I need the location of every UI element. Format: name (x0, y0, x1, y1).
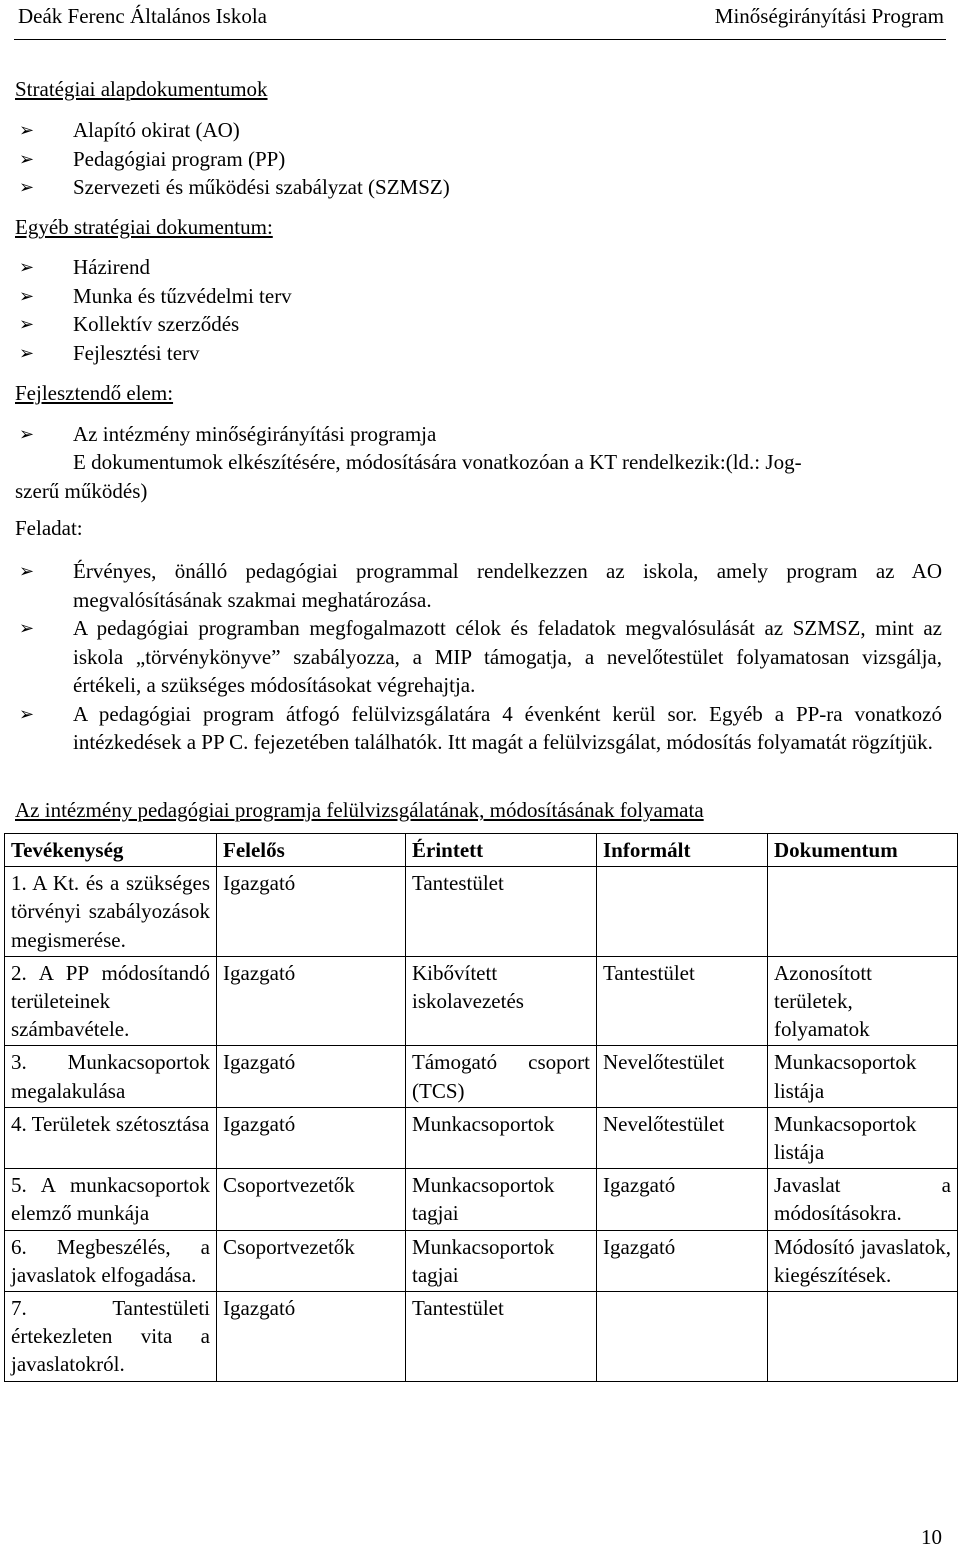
table-cell: Igazgató (217, 956, 406, 1046)
table-cell (597, 867, 768, 957)
arrow-bullet-icon: ➢ (19, 285, 35, 306)
table-cell: Azonosított területek, folyamatok (768, 956, 958, 1046)
section-title-development-element: Fejlesztendő elem: (15, 381, 174, 405)
list-item-text: Házirend (73, 255, 150, 279)
table-cell: 3. Munkacsoportok megalakulása (5, 1046, 217, 1107)
list-item-text: Szervezeti és működési szabályzat (SZMSZ) (73, 175, 450, 199)
column-header-involved: Érintett (406, 834, 597, 867)
paragraph-line: szerű működés) (15, 478, 148, 503)
list-item (15, 173, 942, 202)
list-item (15, 145, 942, 174)
table-cell: Igazgató (217, 867, 406, 957)
table-cell: Igazgató (217, 1107, 406, 1168)
table-cell: Tantestület (406, 867, 597, 957)
table-cell: Nevelőtestület (597, 1046, 768, 1107)
table-cell: Tantestület (406, 1292, 597, 1382)
section-title-task: Feladat: (15, 516, 83, 540)
arrow-bullet-icon: ➢ (19, 148, 35, 169)
table-cell: Igazgató (597, 1169, 768, 1230)
table-cell: 4. Területek szétosztása (5, 1107, 217, 1168)
table-cell: Csoportvezetők (217, 1230, 406, 1291)
table-cell: Nevelőtestület (597, 1107, 768, 1168)
table-cell: Tantestület (597, 956, 768, 1046)
list-item-text: Munka és tűzvédelmi terv (73, 283, 292, 308)
arrow-bullet-icon: ➢ (19, 618, 35, 638)
list-item-text: Fejlesztési terv (73, 340, 200, 365)
column-header-informed: Informált (597, 834, 768, 867)
section-title-process: Az intézmény pedagógiai programja felülvizsgálatának, módosításának folyamata (15, 798, 704, 822)
list-item (15, 339, 942, 368)
table-cell (597, 1292, 768, 1382)
list-item-text: Pedagógiai program (PP) (73, 146, 286, 171)
table-cell: 6. Megbeszélés, a javaslatok elfogadása. (5, 1230, 217, 1291)
arrow-bullet-icon: ➢ (19, 257, 35, 277)
table-cell: Igazgató (217, 1292, 406, 1382)
task-list (15, 557, 942, 757)
list-item-text: Az intézmény minőségirányítási programja (73, 422, 437, 446)
list-item (15, 253, 942, 282)
arrow-bullet-icon: ➢ (19, 314, 35, 334)
column-header-document: Dokumentum (768, 834, 958, 867)
arrow-bullet-icon: ➢ (19, 424, 35, 444)
header-divider (14, 39, 946, 40)
arrow-bullet-icon: ➢ (19, 120, 35, 140)
table-cell: Csoportvezetők (217, 1169, 406, 1230)
table-row (5, 1230, 958, 1291)
paragraph-line: E dokumentumok elkészítésére, módosítására vonatkozóan a KT rendelkezik:(ld.: Jog- (73, 450, 802, 474)
table-row (5, 1107, 958, 1168)
table-cell: Igazgató (597, 1230, 768, 1291)
list-item (15, 420, 942, 449)
table-cell: Módosító javaslatok, kiegészítések. (768, 1230, 958, 1291)
strategic-documents-list (15, 116, 942, 202)
table-cell: 7. Tantestületi értekezleten vita a javaslatokról. (5, 1292, 217, 1382)
table-cell: Javaslat a módosításokra. (768, 1169, 958, 1230)
page-number: 10 (921, 1525, 942, 1549)
header-document-title: Minőségirányítási Program (714, 4, 944, 28)
section-title-other-documents: Egyéb stratégiai dokumentum: (15, 215, 273, 239)
table-row (5, 1046, 958, 1107)
list-item (15, 282, 942, 311)
table-cell: Munkacsoportok tagjai (406, 1169, 597, 1230)
list-item-text: Kollektív szerződés (73, 312, 240, 336)
list-item (15, 614, 942, 700)
table-cell: 1. A Kt. és a szükséges törvényi szabályozások megismerése. (5, 867, 217, 957)
table-cell: Munkacsoportok (406, 1107, 597, 1168)
table-cell: Kibővített iskolavezetés (406, 956, 597, 1046)
table-cell: Munkacsoportok listája (768, 1107, 958, 1168)
list-item (15, 700, 942, 757)
list-item (15, 310, 942, 339)
table-cell (768, 867, 958, 957)
development-element-paragraph (15, 448, 942, 505)
list-item (15, 116, 942, 145)
arrow-bullet-icon: ➢ (19, 561, 35, 581)
table-cell: Munkacsoportok tagjai (406, 1230, 597, 1291)
arrow-bullet-icon: ➢ (19, 177, 35, 197)
list-item (15, 557, 942, 614)
table-row (5, 1292, 958, 1382)
list-item-text: A pedagógiai programban megfogalmazott célok és feladatok megvalósulását az SZMSZ, mint az iskola „törvénykönyve” szabályozza, a MIP támogatja, a nevelőtestület folyamatosan vizsgálja, értékeli, a szükséges módosításokat végrehajtja. (73, 616, 942, 697)
arrow-bullet-icon: ➢ (19, 703, 35, 724)
table-row (5, 867, 958, 957)
table-cell: Munkacsoportok listája (768, 1046, 958, 1107)
table-row (5, 1169, 958, 1230)
header-school-name: Deák Ferenc Általános Iskola (18, 4, 267, 28)
list-item-text: A pedagógiai program átfogó felülvizsgálatára 4 évenként kerül sor. Egyéb a PP-ra vonatkozó intézkedések a PP C. fejezetében találhatók. Itt magát a felülvizsgálat, módosítás folyamatát rögzítjük. (73, 701, 942, 754)
process-table (4, 833, 958, 1382)
column-header-activity: Tevékenység (5, 834, 217, 867)
other-documents-list (15, 253, 942, 367)
table-header-row (5, 834, 958, 867)
page-header (18, 4, 944, 32)
column-header-responsible: Felelős (217, 834, 406, 867)
arrow-bullet-icon: ➢ (19, 342, 35, 363)
section-title-strategic-documents: Stratégiai alapdokumentumok (15, 77, 268, 101)
table-cell: Támogató csoport (TCS) (406, 1046, 597, 1107)
development-element-list (15, 420, 942, 449)
table-cell: 2. A PP módosítandó területeinek számbavétele. (5, 956, 217, 1046)
list-item-text: Érvényes, önálló pedagógiai programmal rendelkezzen az iskola, amely program az AO megvalósításának szakmai meghatározása. (73, 559, 942, 612)
table-cell: 5. A munkacsoportok elemző munkája (5, 1169, 217, 1230)
table-cell: Igazgató (217, 1046, 406, 1107)
list-item-text: Alapító okirat (AO) (73, 118, 240, 142)
table-row (5, 956, 958, 1046)
table-cell (768, 1292, 958, 1382)
